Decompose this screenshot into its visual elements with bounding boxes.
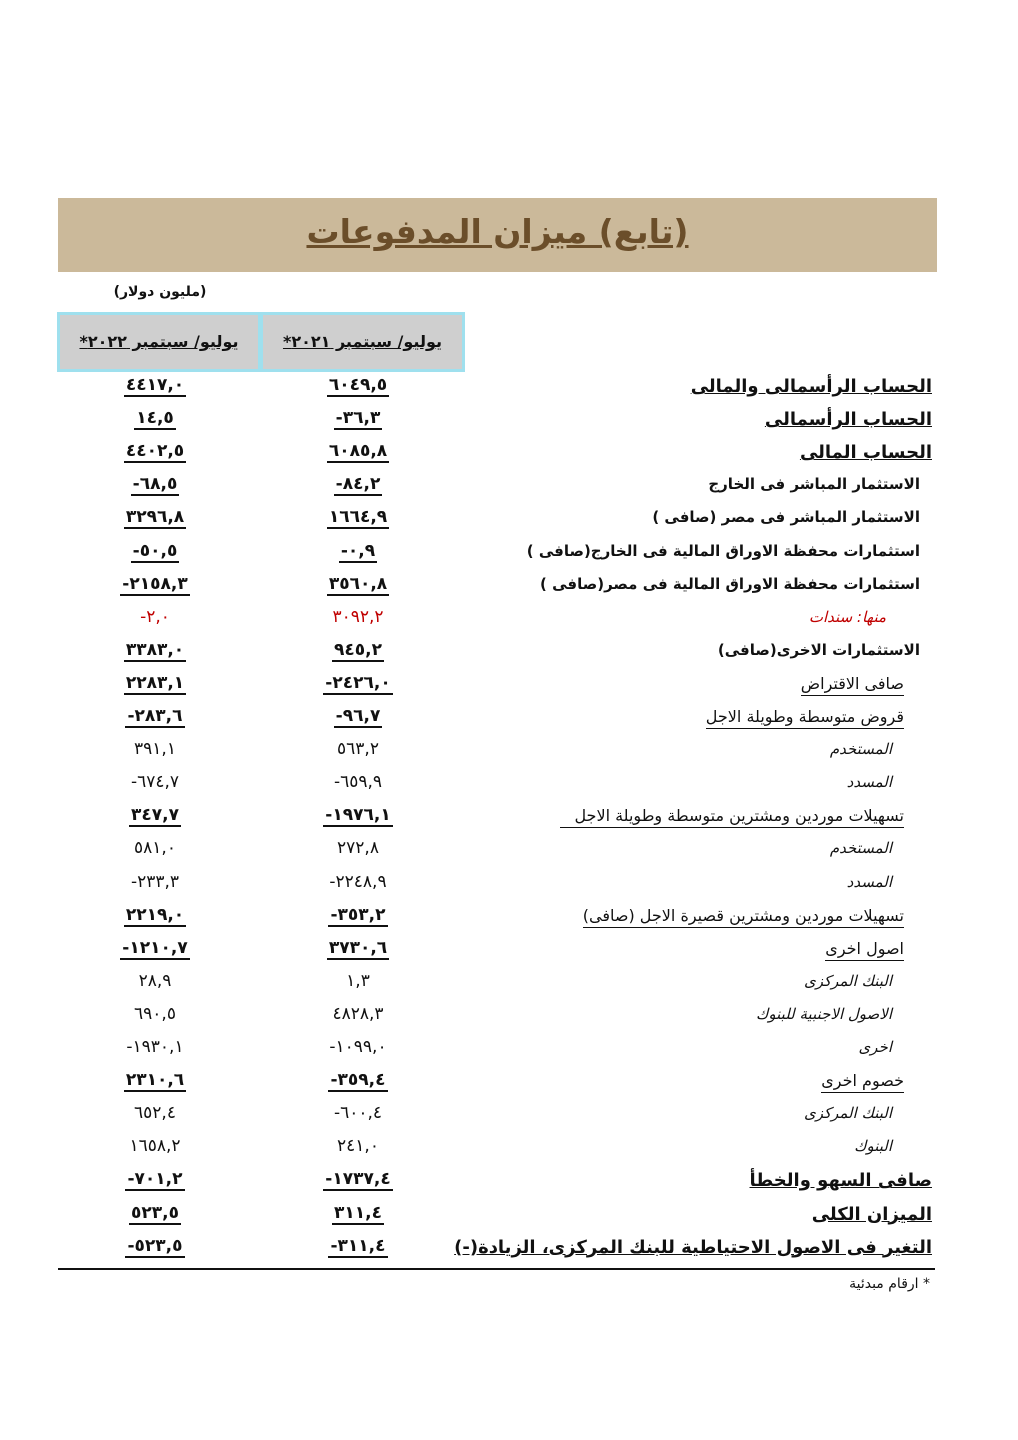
value-2021-text: ٦٠٨٥,٨ [328, 441, 388, 462]
value-2022-text: ٣٢٩٦,٨ [125, 507, 185, 528]
value-2022-text: ٦٧٤,٧- [130, 772, 180, 793]
value-2021-text: ٣٠٩٢,٢ [332, 606, 384, 627]
value-2021 [303, 805, 413, 825]
value-2021 [303, 706, 413, 726]
value-2021 [303, 1236, 413, 1256]
value-2021-text: ٣٦,٣- [335, 408, 381, 429]
row-label: الحساب الرأسمالى والمالى [690, 376, 932, 397]
row-label: منها: سندات [808, 607, 886, 626]
value-2022 [100, 938, 210, 958]
value-2022-text: ٢,٠- [140, 606, 170, 627]
row-label: قروض متوسطة وطويلة الاجل [706, 707, 904, 729]
value-2021-text: ١٩٧٦,١- [325, 805, 391, 826]
value-2021 [303, 938, 413, 958]
value-2021 [303, 739, 413, 759]
value-2022 [100, 1037, 210, 1057]
value-2021 [303, 541, 413, 561]
value-2021 [303, 1037, 413, 1057]
footnote: * ارقام مبدئية [849, 1276, 930, 1292]
value-2022-text: ١٩٣٠,١- [126, 1037, 184, 1057]
value-2021-text: ١٦٦٤,٩ [328, 507, 388, 528]
table-row [0, 770, 1018, 802]
row-label: صافى السهو والخطأ [749, 1170, 932, 1192]
value-2021-text: ٣٥٣,٢- [330, 904, 386, 925]
value-2021-text: ٣٧٣٠,٦ [328, 937, 388, 958]
value-2021-text: ٣٥٦٠,٨ [328, 573, 388, 594]
row-label: البنوك [854, 1137, 892, 1156]
row-label: الاصول الاجنبية للبنوك [756, 1004, 892, 1023]
column-header-2021 [260, 312, 465, 372]
row-label: البنك المركزى [803, 971, 892, 990]
value-2022-text: ٣٤٧,٧ [131, 805, 179, 826]
table-row [0, 870, 1018, 902]
value-2021-text: ٦٠٤٩,٥ [328, 375, 388, 395]
column-header-2022-label: يوليو/ سبتمبر ٢٠٢٢* [79, 332, 239, 351]
value-2022 [100, 1103, 210, 1123]
value-2022-text: ٤٤١٧,٠ [125, 375, 185, 395]
value-2021 [303, 1004, 413, 1024]
value-2021 [303, 1136, 413, 1156]
table-row [0, 1101, 1018, 1133]
value-2022-text: ٦٥٢,٤ [134, 1103, 176, 1124]
value-2021 [303, 838, 413, 858]
row-label: المستخدم [829, 740, 892, 759]
value-2022 [100, 706, 210, 726]
value-2022 [100, 739, 210, 759]
table-row [0, 1234, 1018, 1266]
value-2022-text: ٣٣٨٣,٠ [125, 639, 185, 660]
row-label: استثمارات محفظة الاوراق المالية فى مصر(صافى ) [540, 574, 920, 593]
value-2022 [100, 905, 210, 925]
value-2022 [100, 541, 210, 561]
value-2022-text: ٥٢٣,٥- [127, 1235, 183, 1256]
table-row [0, 903, 1018, 935]
row-label: الاستثمارات الاخرى(صافى) [717, 640, 920, 659]
value-2021 [303, 971, 413, 991]
value-2021-text: ٥٦٣,٢ [337, 739, 379, 760]
table-row [0, 803, 1018, 835]
row-label: الحساب الرأسمالى [764, 409, 932, 431]
table-row [0, 836, 1018, 868]
value-2022-text: ٢٢١٩,٠ [125, 904, 185, 925]
row-label: المستخدم [829, 839, 892, 858]
row-label: خصوم اخرى [821, 1071, 904, 1093]
row-label: استثمارات محفظة الاوراق المالية فى الخارج(صافى ) [526, 541, 920, 560]
value-2022 [100, 673, 210, 693]
value-2022 [100, 772, 210, 792]
value-2021 [303, 507, 413, 527]
value-2021 [303, 905, 413, 925]
table-row [0, 505, 1018, 537]
value-2021 [303, 474, 413, 494]
value-2021-text: ٩٤٥,٢ [334, 639, 382, 660]
table-row [0, 406, 1018, 438]
value-2022-text: ٥٠,٥- [132, 540, 178, 561]
table-row [0, 539, 1018, 571]
value-2022 [100, 408, 210, 428]
value-2021 [303, 607, 413, 627]
table-row [0, 737, 1018, 769]
value-2022 [100, 574, 210, 594]
value-2021-text: ٦٥٩,٩- [333, 772, 383, 793]
value-2022-text: ٢١٥٨,٣- [122, 573, 188, 594]
value-2021 [303, 772, 413, 792]
row-label: الحساب المالى [799, 442, 932, 464]
value-2022 [100, 607, 210, 627]
table-row [0, 373, 1018, 405]
row-label: تسهيلات موردين ومشترين قصيرة الاجل (صافى) [583, 906, 904, 928]
value-2022-text: ٤٤٠٢,٥ [125, 441, 185, 462]
table-row [0, 1002, 1018, 1034]
table-row [0, 704, 1018, 736]
value-2021-text: ٨٤,٢- [335, 474, 381, 495]
value-2021-text: ٦٠٠,٤- [333, 1103, 383, 1124]
row-label: تسهيلات موردين ومشترين متوسطة وطويلة الاجل [560, 806, 904, 828]
value-2022 [100, 375, 210, 395]
column-header-2022 [57, 312, 261, 372]
value-2021-text: ٣٥٩,٤- [330, 1070, 386, 1091]
value-2022 [100, 441, 210, 461]
value-2022-text: ١٦٥٨,٢ [129, 1136, 181, 1157]
value-2021-text: ١٧٣٧,٤- [325, 1169, 391, 1190]
value-2022-text: ٣٩١,١ [134, 739, 176, 760]
value-2021 [303, 574, 413, 594]
value-2022-text: ٢٢٨٣,١ [125, 672, 185, 693]
value-2022-text: ١٤,٥ [136, 408, 174, 429]
value-2021-text: ٢٢٤٨,٩- [329, 871, 387, 892]
column-header-2021-label: يوليو/ سبتمبر ٢٠٢١* [282, 332, 443, 351]
value-2022-text: ٥٢٣,٥ [131, 1202, 179, 1223]
table-row [0, 472, 1018, 504]
table-bottom-rule [58, 1268, 935, 1270]
title-banner [58, 198, 937, 272]
row-label: الاستثمار المباشر فى مصر (صافى ) [652, 508, 920, 527]
value-2021-text: ٢٤١,٠ [337, 1136, 379, 1157]
value-2022 [100, 1236, 210, 1256]
value-2021-text: ١٠٩٩,٠- [329, 1037, 387, 1057]
row-label: الميزان الكلى [811, 1203, 932, 1225]
table-row [0, 638, 1018, 670]
value-2022 [100, 872, 210, 892]
unit-label: (مليون دولار) [113, 284, 207, 300]
value-2022 [100, 507, 210, 527]
value-2022 [100, 971, 210, 991]
value-2021 [303, 441, 413, 461]
value-2022-text: ٢٨,٩ [138, 970, 172, 991]
table-row [0, 1035, 1018, 1067]
value-2021-text: ٠,٩- [340, 540, 376, 561]
value-2022-text: ٢٣٣,٣- [130, 871, 180, 892]
table-row [0, 1201, 1018, 1233]
row-label: اصول اخرى [825, 939, 904, 961]
value-2022 [100, 1070, 210, 1090]
value-2022-text: ٢٣١٠,٦ [125, 1070, 185, 1091]
value-2022 [100, 1004, 210, 1024]
row-label: اخرى [858, 1038, 892, 1056]
row-label: الاستثمار المباشر فى الخارج [708, 475, 920, 494]
table-row [0, 439, 1018, 471]
value-2021-text: ٩٦,٧- [335, 706, 381, 726]
value-2022-text: ٥٨١,٠ [134, 838, 176, 859]
value-2022 [100, 474, 210, 494]
row-label: المسدد [846, 773, 892, 792]
value-2022-text: ٧٠١,٢- [127, 1169, 183, 1190]
value-2021 [303, 408, 413, 428]
row-label: المسدد [846, 872, 892, 891]
value-2021-text: ٢٤٢٦,٠- [325, 672, 391, 693]
value-2021-text: ٣١١,٤- [330, 1235, 386, 1256]
value-2022 [100, 640, 210, 660]
value-2021 [303, 1169, 413, 1189]
row-label: التغير فى الاصول الاحتياطية للبنك المركزى، الزيادة(-) [454, 1236, 932, 1258]
table-row [0, 572, 1018, 604]
value-2021-text: ١,٣ [346, 970, 370, 991]
table-row [0, 671, 1018, 703]
table-row [0, 605, 1018, 637]
page-title: (تابع) ميزان المدفوعات [306, 212, 689, 251]
value-2021 [303, 640, 413, 660]
value-2021-text: ٢٧٢,٨ [337, 838, 379, 859]
value-2022-text: ٢٨٣,٦- [127, 706, 183, 726]
value-2021-text: ٣١١,٤ [334, 1202, 382, 1223]
value-2022-text: ١٢١٠,٧- [122, 937, 188, 958]
value-2021 [303, 1070, 413, 1090]
value-2022 [100, 1169, 210, 1189]
value-2021 [303, 872, 413, 892]
value-2021 [303, 375, 413, 395]
value-2022 [100, 838, 210, 858]
value-2021 [303, 673, 413, 693]
table-row [0, 936, 1018, 968]
value-2022 [100, 1136, 210, 1156]
table-row [0, 1134, 1018, 1166]
value-2021 [303, 1103, 413, 1123]
value-2022-text: ٦٨,٥- [132, 474, 178, 495]
value-2021-text: ٤٨٢٨,٣ [332, 1003, 384, 1024]
value-2022 [100, 1203, 210, 1223]
table-row [0, 1167, 1018, 1199]
value-2022 [100, 805, 210, 825]
table-row [0, 1068, 1018, 1100]
table-row [0, 969, 1018, 1001]
value-2021 [303, 1203, 413, 1223]
value-2022-text: ٦٩٠,٥ [134, 1003, 176, 1024]
row-label: صافى الاقتراض [801, 674, 904, 696]
row-label: البنك المركزى [803, 1104, 892, 1123]
